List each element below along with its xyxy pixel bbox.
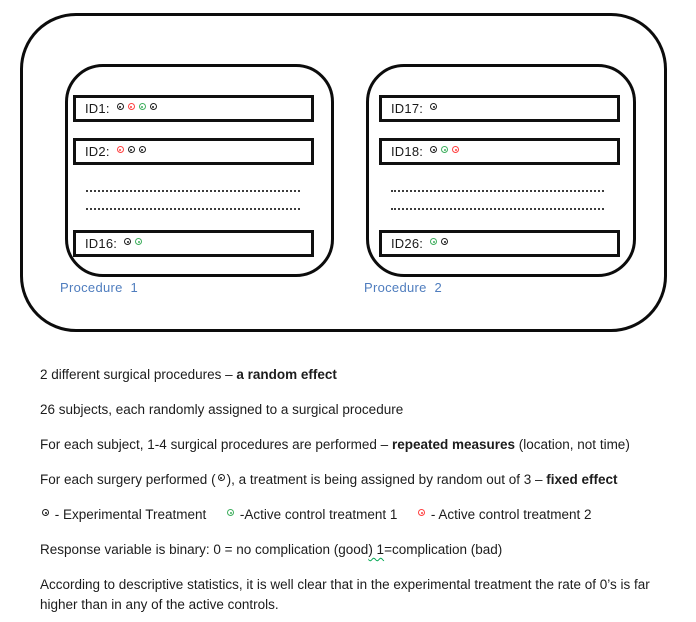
treatment-symbol-experimental bbox=[430, 146, 437, 153]
dotted-separator bbox=[86, 208, 300, 210]
subject-row bbox=[379, 230, 620, 257]
note-text: ), a treatment is being assigned by random out of 3 – bbox=[226, 472, 547, 487]
subject-id: ID1: bbox=[85, 101, 110, 116]
treatment-symbol-control1 bbox=[430, 238, 437, 245]
dotted-separator bbox=[86, 190, 300, 192]
treatment-symbol-experimental bbox=[42, 509, 49, 516]
note-text: - Experimental Treatment bbox=[51, 507, 226, 522]
note-line bbox=[40, 470, 688, 490]
subject-row bbox=[73, 138, 314, 165]
note-text: 26 subjects, each randomly assigned to a surgical procedure bbox=[40, 402, 404, 417]
note-text: For each surgery performed ( bbox=[40, 472, 216, 487]
note-emphasis: repeated measures bbox=[391, 437, 516, 452]
procedure-1-box bbox=[65, 64, 334, 277]
note-emphasis: fixed effect bbox=[546, 472, 618, 487]
treatment-symbol-control2 bbox=[452, 146, 459, 153]
note-line bbox=[40, 435, 688, 455]
treatment-symbols bbox=[430, 238, 448, 245]
dotted-separator bbox=[391, 190, 604, 192]
treatment-symbol-control1 bbox=[227, 509, 234, 516]
note-line bbox=[40, 575, 688, 615]
subject-id: ID2: bbox=[85, 144, 110, 159]
note-text: 2 different surgical procedures – bbox=[40, 367, 237, 382]
subject-row bbox=[73, 230, 314, 257]
note-text: (location, not time) bbox=[515, 437, 630, 452]
treatment-symbol-control1 bbox=[441, 146, 448, 153]
procedure-2-box bbox=[366, 64, 636, 277]
treatment-symbol-control1 bbox=[139, 103, 146, 110]
treatment-symbol-experimental bbox=[441, 238, 448, 245]
subject-id: ID18: bbox=[391, 144, 424, 159]
treatment-symbol-control1 bbox=[135, 238, 142, 245]
note-line bbox=[40, 540, 688, 560]
note-text: =complication (bad) bbox=[384, 542, 503, 557]
study-design-diagram bbox=[20, 13, 667, 332]
note-line bbox=[40, 400, 688, 420]
treatment-symbol-experimental bbox=[117, 103, 124, 110]
note-text: Response variable is binary: 0 = no complication (good bbox=[40, 542, 369, 557]
treatment-symbol-experimental bbox=[150, 103, 157, 110]
treatment-symbol-experimental bbox=[128, 146, 135, 153]
treatment-symbol-experimental bbox=[430, 103, 437, 110]
dotted-separator bbox=[391, 208, 604, 210]
note-text: According to descriptive statistics, it is well clear that in the experimental treatment the rate of 0’s is far higher than in any of the active controls. bbox=[40, 577, 650, 612]
note-line bbox=[40, 505, 688, 525]
note-emphasis: a random effect bbox=[236, 367, 337, 382]
note-text: ) 1 bbox=[368, 542, 385, 557]
note-text: -Active control treatment 1 bbox=[236, 507, 417, 522]
note-text: - Active control treatment 2 bbox=[427, 507, 592, 522]
procedure-1-label: Procedure 1 bbox=[60, 280, 139, 295]
subject-id: ID16: bbox=[85, 236, 118, 251]
treatment-symbol-experimental bbox=[218, 474, 225, 481]
subject-row bbox=[379, 95, 620, 122]
notes bbox=[40, 365, 688, 622]
treatment-symbols bbox=[430, 103, 437, 110]
treatment-symbols bbox=[430, 146, 459, 153]
subject-row bbox=[73, 95, 314, 122]
treatment-symbols bbox=[117, 103, 157, 110]
treatment-symbol-control2 bbox=[117, 146, 124, 153]
treatment-symbol-control2 bbox=[418, 509, 425, 516]
treatment-symbol-experimental bbox=[139, 146, 146, 153]
subject-row bbox=[379, 138, 620, 165]
treatment-symbols bbox=[117, 146, 146, 153]
treatment-symbols bbox=[124, 238, 142, 245]
subject-id: ID26: bbox=[391, 236, 424, 251]
procedure-2-label: Procedure 2 bbox=[364, 280, 443, 295]
treatment-symbol-control2 bbox=[128, 103, 135, 110]
subject-id: ID17: bbox=[391, 101, 424, 116]
note-line bbox=[40, 365, 688, 385]
note-text: For each subject, 1-4 surgical procedures are performed – bbox=[40, 437, 392, 452]
treatment-symbol-experimental bbox=[124, 238, 131, 245]
